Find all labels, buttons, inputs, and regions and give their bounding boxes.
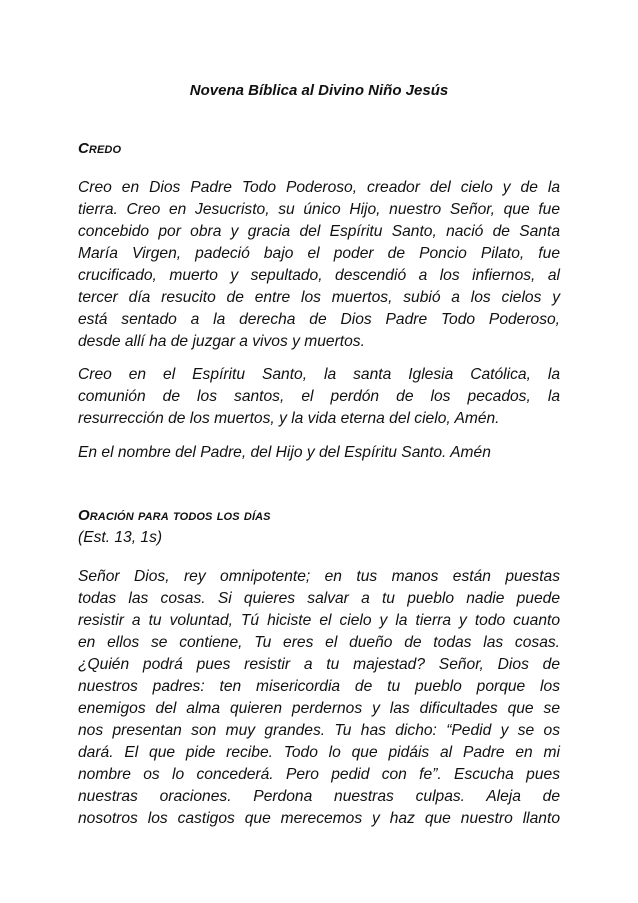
credo-paragraph-3 bbox=[78, 442, 560, 464]
text-line: María Virgen, padeció bajo el poder de Poncio Pilato, fue bbox=[78, 245, 560, 262]
text-line: nos presentan son muy grandes. Tu has dicho: “Pedid y se os bbox=[78, 722, 560, 739]
text-line: crucificado, muerto y sepultado, descendió a los infiernos, al bbox=[78, 267, 560, 284]
text-line: dará. El que pide recibe. Todo lo que pidáis al Padre en mi bbox=[78, 744, 560, 761]
text-line: nosotros los castigos que merecemos y haz que nuestro llanto bbox=[78, 810, 560, 827]
text-line: concebido por obra y gracia del Espíritu Santo, nació de Santa bbox=[78, 223, 560, 240]
text-line: en ellos se contiene, Tu eres el dueño de todas las cosas. bbox=[78, 634, 560, 651]
oracion-heading: Oración para todos los días bbox=[78, 507, 271, 524]
credo-paragraph-1 bbox=[78, 177, 560, 353]
text-line: tierra. Creo en Jesucristo, su único Hijo, nuestro Señor, que fue bbox=[78, 201, 560, 218]
text-line: desde allí ha de juzgar a vivos y muertos. bbox=[78, 333, 365, 350]
credo-paragraph-2 bbox=[78, 364, 560, 430]
document-title: Novena Bíblica al Divino Niño Jesús bbox=[189, 82, 449, 99]
oracion-reference: (Est. 13, 1s) bbox=[78, 529, 163, 546]
credo-heading: Credo bbox=[78, 140, 122, 157]
text-line: nombre os lo concederá. Pero pedid con fe”. Escucha pues bbox=[78, 766, 560, 783]
text-line: nuestros padres: ten misericordia de tu pueblo porque los bbox=[78, 678, 560, 695]
text-line: comunión de los santos, el perdón de los pecados, la bbox=[78, 388, 560, 405]
text-line: tercer día resucito de entre los muertos, subió a los cielos y bbox=[78, 289, 560, 306]
text-line: Señor Dios, rey omnipotente; en tus manos están puestas bbox=[78, 568, 560, 585]
text-line: todas las cosas. Si quieres salvar a tu pueblo nadie puede bbox=[78, 590, 560, 607]
text-line: nuestras oraciones. Perdona nuestras culpas. Aleja de bbox=[78, 788, 560, 805]
text-line: Creo en Dios Padre Todo Poderoso, creador del cielo y de la bbox=[78, 179, 560, 196]
text-line: ¿Quién podrá pues resistir a tu majestad? Señor, Dios de bbox=[78, 656, 560, 673]
text-line: enemigos del alma quieren perdernos y las dificultades que se bbox=[78, 700, 560, 717]
text-line: resistir a tu voluntad, Tú hiciste el cielo y la tierra y todo cuanto bbox=[78, 612, 560, 629]
text-line: resurrección de los muertos, y la vida eterna del cielo, Amén. bbox=[78, 410, 500, 427]
text-line: En el nombre del Padre, del Hijo y del Espíritu Santo. Amén bbox=[78, 444, 491, 461]
document-page bbox=[78, 0, 560, 903]
oracion-paragraph-1 bbox=[78, 566, 560, 830]
text-line: Creo en el Espíritu Santo, la santa Iglesia Católica, la bbox=[78, 366, 560, 383]
text-line: está sentado a la derecha de Dios Padre Todo Poderoso, bbox=[78, 311, 560, 328]
